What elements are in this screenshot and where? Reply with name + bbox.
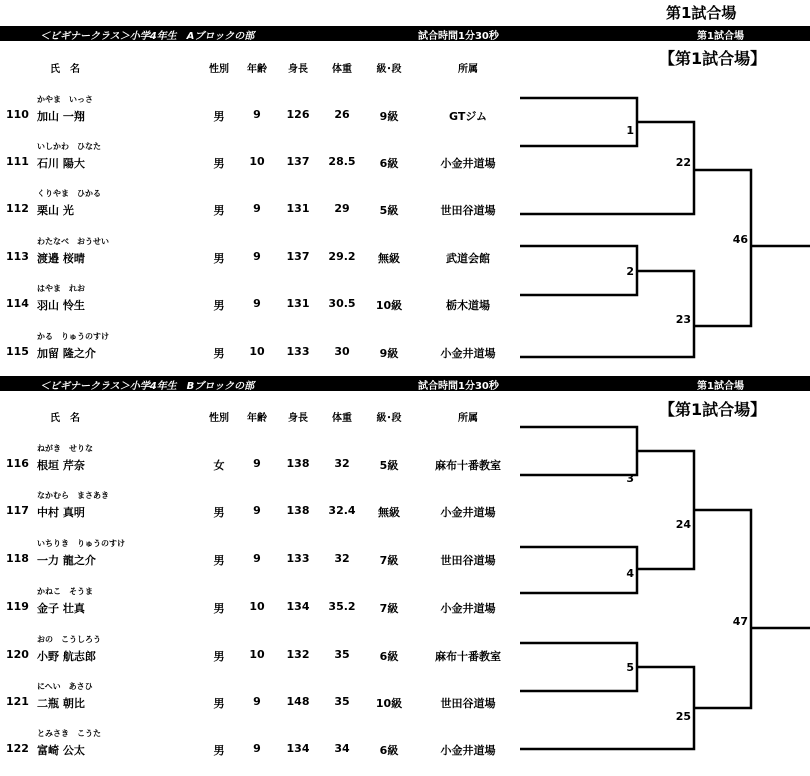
block-a-venue-box: 【第1試合場】 xyxy=(659,49,767,68)
player-age: 9 xyxy=(253,695,261,708)
col-weight-header: 体重 xyxy=(332,413,352,424)
player-name: 石川 陽大 xyxy=(37,157,85,170)
player-name: 二瓶 朝比 xyxy=(37,697,85,710)
player-name: 栗山 光 xyxy=(37,204,74,217)
player-number: 113 xyxy=(6,250,29,263)
player-weight: 32.4 xyxy=(328,504,356,517)
bracket-match-label: 25 xyxy=(675,710,691,723)
player-gender: 男 xyxy=(213,602,225,615)
bracket-line xyxy=(520,547,637,593)
bracket-line xyxy=(520,427,637,475)
page-title: 第1試合場 xyxy=(666,4,737,22)
player-rank: 7級 xyxy=(379,554,399,567)
player-height: 133 xyxy=(286,552,310,565)
player-gender: 男 xyxy=(213,252,225,265)
player-rank: 10級 xyxy=(375,299,403,312)
bracket-match-label: 2 xyxy=(626,265,634,278)
bracket-line xyxy=(520,122,694,214)
player-affiliation: 小金井道場 xyxy=(440,347,496,360)
col-rank-header: 級･段 xyxy=(376,64,402,75)
player-weight: 28.5 xyxy=(328,155,356,168)
col-gender-header: 性別 xyxy=(209,413,229,424)
player-affiliation: 小金井道場 xyxy=(440,744,496,757)
player-affiliation: 世田谷道場 xyxy=(440,554,496,567)
block-b-match-time: 試合時間1分30秒 xyxy=(418,381,499,392)
player-weight: 32 xyxy=(334,552,350,565)
player-affiliation: 小金井道場 xyxy=(440,506,496,519)
player-gender: 男 xyxy=(213,347,225,360)
player-name: 渡邉 桜晴 xyxy=(37,252,85,265)
player-age: 9 xyxy=(253,457,261,470)
player-weight: 35 xyxy=(334,648,350,661)
player-age: 10 xyxy=(249,600,265,613)
player-name: 羽山 怜生 xyxy=(37,299,85,312)
player-age: 9 xyxy=(253,552,261,565)
player-rank: 6級 xyxy=(379,157,399,170)
player-gender: 男 xyxy=(213,506,225,519)
player-furigana: にへい あさひ xyxy=(37,682,93,691)
player-number: 120 xyxy=(6,648,29,661)
player-furigana: かねこ そうま xyxy=(37,587,93,596)
player-rank: 無級 xyxy=(378,506,400,519)
player-height: 131 xyxy=(286,297,310,310)
player-height: 131 xyxy=(286,202,310,215)
player-age: 9 xyxy=(253,742,261,755)
player-rank: 10級 xyxy=(375,697,403,710)
player-rank: 6級 xyxy=(379,650,399,663)
player-number: 121 xyxy=(6,695,29,708)
bracket-match-label: 47 xyxy=(732,615,748,628)
player-gender: 男 xyxy=(213,554,225,567)
player-name: 加山 一翔 xyxy=(37,110,85,123)
player-affiliation: 小金井道場 xyxy=(440,157,496,170)
player-gender: 男 xyxy=(213,157,225,170)
bracket-line xyxy=(520,98,637,146)
player-height: 138 xyxy=(286,504,310,517)
player-affiliation: 武道会館 xyxy=(446,252,490,265)
col-rank-header: 級･段 xyxy=(376,413,402,424)
player-affiliation: 世田谷道場 xyxy=(440,204,496,217)
col-age-header: 年齢 xyxy=(247,64,267,75)
player-affiliation: 麻布十番教室 xyxy=(435,459,501,472)
player-name: 根垣 芹奈 xyxy=(37,459,85,472)
player-number: 115 xyxy=(6,345,29,358)
player-furigana: おの こうしろう xyxy=(37,635,101,644)
player-furigana: いしかわ ひなた xyxy=(37,142,101,151)
player-furigana: はやま れお xyxy=(37,284,85,293)
player-height: 137 xyxy=(286,250,310,263)
player-gender: 男 xyxy=(213,697,225,710)
player-number: 114 xyxy=(6,297,29,310)
bracket-match-label: 5 xyxy=(626,661,634,674)
player-name: 中村 真明 xyxy=(37,506,85,519)
player-furigana: かやま いっさ xyxy=(37,95,93,104)
player-height: 137 xyxy=(286,155,310,168)
player-number: 122 xyxy=(6,742,29,755)
bracket-line xyxy=(520,246,637,295)
bracket-match-label: 1 xyxy=(626,124,634,137)
player-height: 138 xyxy=(286,457,310,470)
player-gender: 男 xyxy=(213,744,225,757)
col-weight-header: 体重 xyxy=(332,64,352,75)
player-affiliation: 世田谷道場 xyxy=(440,697,496,710)
player-age: 9 xyxy=(253,202,261,215)
block-b-venue-label: 第1試合場 xyxy=(697,381,744,392)
player-rank: 5級 xyxy=(379,459,399,472)
player-weight: 30 xyxy=(334,345,350,358)
player-age: 9 xyxy=(253,504,261,517)
player-rank: 無級 xyxy=(378,252,400,265)
player-rank: 9級 xyxy=(379,347,399,360)
player-number: 118 xyxy=(6,552,29,565)
player-gender: 男 xyxy=(213,204,225,217)
player-furigana: くりやま ひかる xyxy=(37,189,101,198)
col-height-header: 身長 xyxy=(288,413,308,424)
player-affiliation: 栃木道場 xyxy=(446,299,490,312)
player-name: 小野 航志郎 xyxy=(37,650,96,663)
player-furigana: わたなべ おうせい xyxy=(37,237,109,246)
block-b-venue-box: 【第1試合場】 xyxy=(659,400,767,419)
player-age: 9 xyxy=(253,250,261,263)
block-a-class-label: ＜ビギナークラス＞小学4年生 Aブロックの部 xyxy=(40,31,255,42)
col-affiliation-header: 所属 xyxy=(458,413,478,424)
player-gender: 男 xyxy=(213,299,225,312)
player-number: 117 xyxy=(6,504,29,517)
col-age-header: 年齢 xyxy=(247,413,267,424)
bracket-match-label: 3 xyxy=(626,472,634,485)
player-age: 10 xyxy=(249,648,265,661)
block-a-venue-label: 第1試合場 xyxy=(697,31,744,42)
player-height: 148 xyxy=(286,695,310,708)
player-furigana: ねがき せりな xyxy=(37,444,93,453)
bracket-match-label: 46 xyxy=(732,233,748,246)
bracket-match-label: 22 xyxy=(675,156,691,169)
bracket-match-label: 23 xyxy=(675,313,691,326)
player-furigana: とみさき こうた xyxy=(37,729,101,738)
bracket-line xyxy=(694,170,751,326)
player-weight: 35.2 xyxy=(328,600,356,613)
bracket-line xyxy=(520,643,637,691)
player-height: 134 xyxy=(286,600,310,613)
player-name: 一力 龍之介 xyxy=(37,554,96,567)
col-affiliation-header: 所属 xyxy=(458,64,478,75)
player-furigana: いちりき りゅうのすけ xyxy=(37,539,125,548)
player-number: 111 xyxy=(6,155,29,168)
bracket-match-label: 4 xyxy=(626,567,634,580)
bracket-line xyxy=(520,271,694,357)
player-weight: 26 xyxy=(334,108,350,121)
player-affiliation: 麻布十番教室 xyxy=(435,650,501,663)
bracket-match-label: 24 xyxy=(675,518,691,531)
player-gender: 女 xyxy=(213,459,225,472)
player-affiliation: GTジム xyxy=(449,110,487,123)
block-b-class-label: ＜ビギナークラス＞小学4年生 Bブロックの部 xyxy=(40,381,255,392)
player-weight: 30.5 xyxy=(328,297,356,310)
player-affiliation: 小金井道場 xyxy=(440,602,496,615)
player-height: 126 xyxy=(286,108,310,121)
player-rank: 9級 xyxy=(379,110,399,123)
bracket-line xyxy=(637,451,694,569)
player-height: 133 xyxy=(286,345,310,358)
player-gender: 男 xyxy=(213,110,225,123)
player-rank: 5級 xyxy=(379,204,399,217)
block-a-match-time: 試合時間1分30秒 xyxy=(418,31,499,42)
player-height: 132 xyxy=(286,648,310,661)
player-weight: 32 xyxy=(334,457,350,470)
col-name-header: 氏 名 xyxy=(50,64,80,75)
player-name: 富崎 公太 xyxy=(37,744,85,757)
player-age: 9 xyxy=(253,297,261,310)
player-age: 10 xyxy=(249,155,265,168)
player-number: 112 xyxy=(6,202,29,215)
col-height-header: 身長 xyxy=(288,64,308,75)
player-furigana: かる りゅうのすけ xyxy=(37,332,109,341)
player-height: 134 xyxy=(286,742,310,755)
player-age: 9 xyxy=(253,108,261,121)
player-number: 110 xyxy=(6,108,29,121)
player-number: 119 xyxy=(6,600,29,613)
player-number: 116 xyxy=(6,457,29,470)
player-furigana: なかむら まさあき xyxy=(37,491,109,500)
player-gender: 男 xyxy=(213,650,225,663)
player-rank: 6級 xyxy=(379,744,399,757)
player-weight: 34 xyxy=(334,742,350,755)
player-weight: 29.2 xyxy=(328,250,356,263)
player-name: 加留 隆之介 xyxy=(37,347,96,360)
player-weight: 29 xyxy=(334,202,350,215)
bracket-line xyxy=(694,510,751,708)
bracket-line xyxy=(520,667,694,749)
col-gender-header: 性別 xyxy=(209,64,229,75)
player-rank: 7級 xyxy=(379,602,399,615)
player-name: 金子 壮真 xyxy=(37,602,85,615)
player-age: 10 xyxy=(249,345,265,358)
player-weight: 35 xyxy=(334,695,350,708)
col-name-header: 氏 名 xyxy=(50,413,80,424)
